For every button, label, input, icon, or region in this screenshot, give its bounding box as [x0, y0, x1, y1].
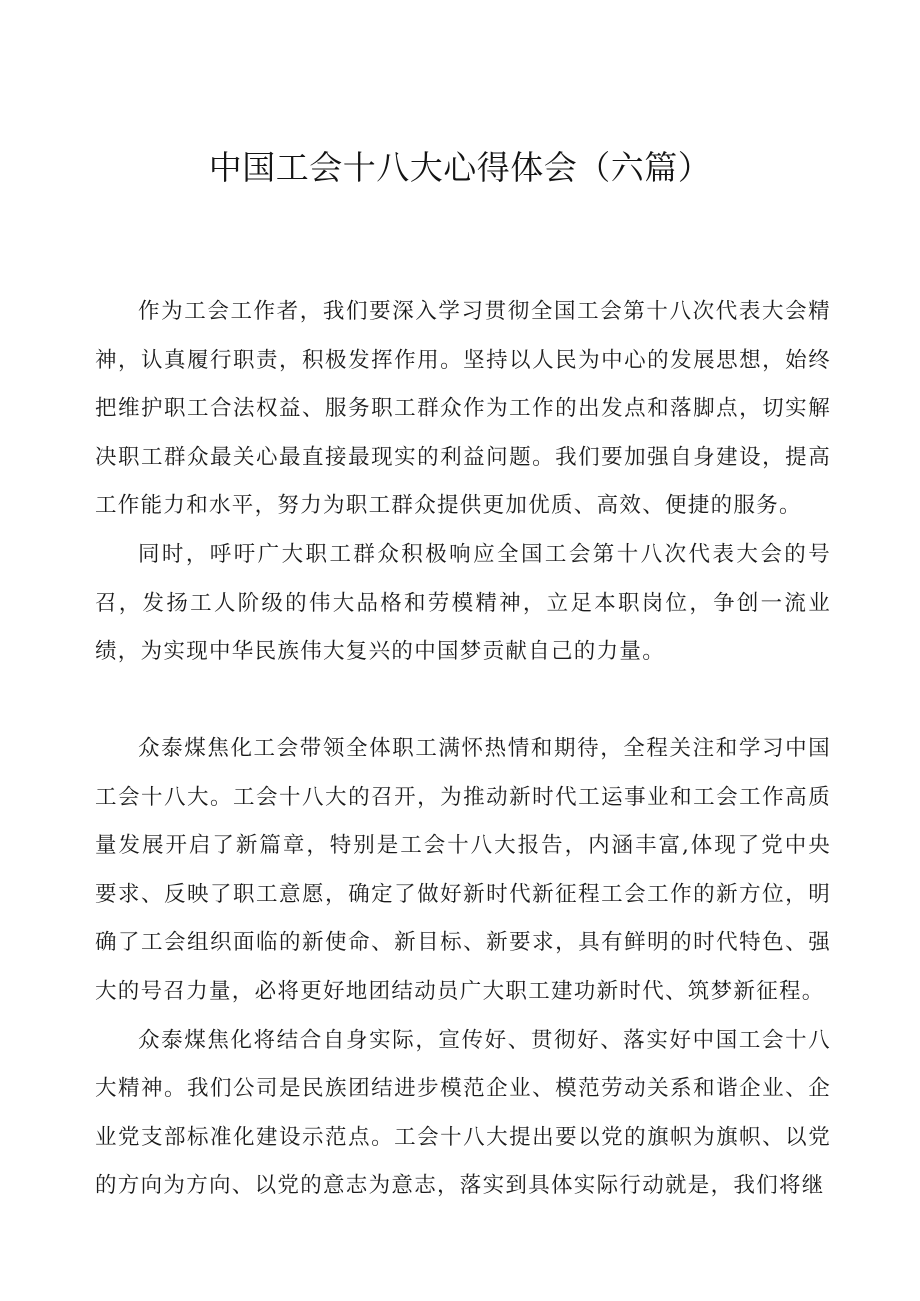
paragraph: 同时，呼吁广大职工群众积极响应全国工会第十八次代表大会的号召，发扬工人阶级的伟大品格和劳模精神，立足本职岗位，争创一流业绩，为实现中华民族伟大复兴的中国梦贡献自己的力量。	[95, 541, 831, 665]
text-section-2	[95, 725, 831, 1211]
paragraph: 众泰煤焦化将结合自身实际，宣传好、贯彻好、落实好中国工会十八大精神。我们公司是民族团结进步模范企业、模范劳动关系和谐企业、企业党支部标准化建设示范点。工会十八大提出要以党的旗帜为旗帜、以党的方向为方向、以党的意志为意志，落实到具体实际行动就是，我们将继	[95, 1027, 831, 1199]
document-title: 中国工会十八大心得体会（六篇）	[208, 148, 712, 187]
paragraph: 作为工会工作者，我们要深入学习贯彻全国工会第十八次代表大会精神，认真履行职责，积极发挥作用。坚持以人民为中心的发展思想，始终把维护职工合法权益、服务职工群众作为工作的出发点和落脚点，切实解决职工群众最关心最直接最现实的利益问题。我们要加强自身建设，提高工作能力和水平，努力为职工群众提供更加优质、高效、便捷的服务。	[95, 299, 831, 519]
text-section-1	[95, 288, 831, 677]
paragraph: 众泰煤焦化工会带领全体职工满怀热情和期待，全程关注和学习中国工会十八大。工会十八大的召开，为推动新时代工运事业和工会工作高质量发展开启了新篇章，特别是工会十八大报告，内涵丰富,体现了党中央要求、反映了职工意愿，确定了做好新时代新征程工会工作的新方位，明确了工会组织面临的新使命、新目标、新要求，具有鲜明的时代特色、强大的号召力量，必将更好地团结动员广大职工建功新时代、筑梦新征程。	[95, 736, 831, 1004]
